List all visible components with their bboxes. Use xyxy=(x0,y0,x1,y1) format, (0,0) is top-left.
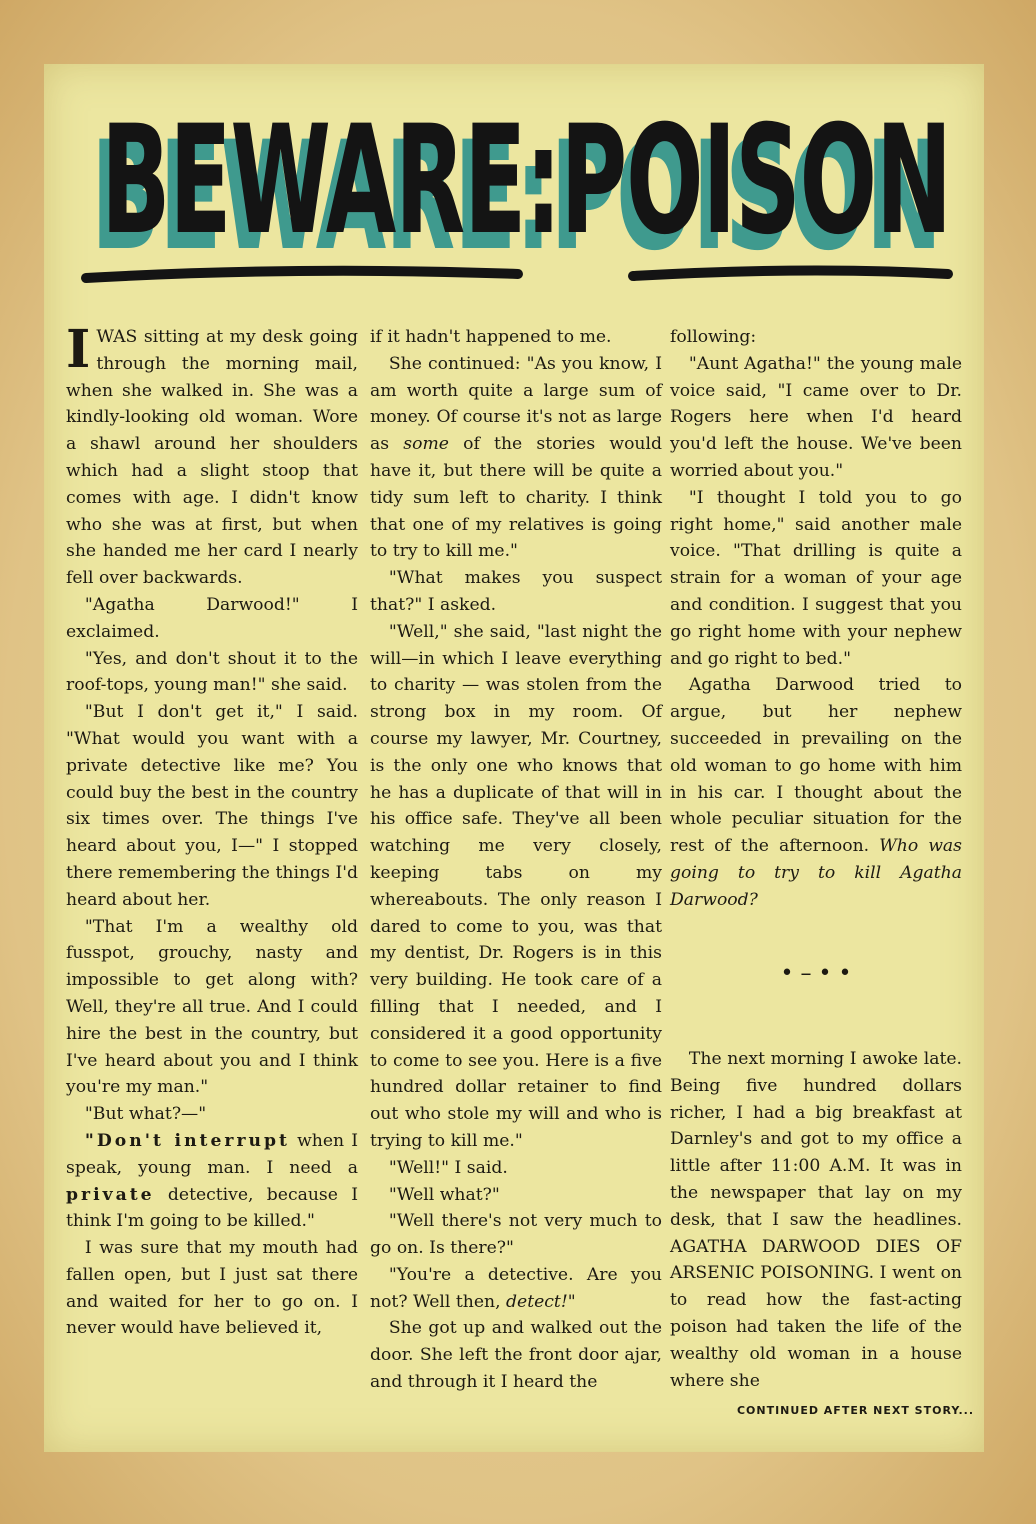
paragraph: "Agatha Darwood!" I exclaimed. xyxy=(66,594,358,642)
paragraph: She continued: "As you know, I am worth quite a large sum of money. Of course it's not as large as some of the stories would have it, but there will be quite a tidy sum left to charity. I think that one of my relatives is going to try to kill me." xyxy=(370,353,663,562)
paragraph: She got up and walked out the door. She left the front door ajar, and through it I heard the xyxy=(370,1318,662,1393)
paragraph: Agatha Darwood tried to argue, but her nephew succeeded in prevailing on the old woman to go home with him in his car. I thought about the whole peculiar situation for the rest of the afternoon. Who was going to try to kill Agatha Darwood? xyxy=(670,675,962,910)
paragraph: "Well," she said, "last night the will—in which I leave everything to charity — was stolen from the strong box in my room. Of course my lawyer, Mr. Courtney, is the only one who knows that he has a duplicate of that will in his office safe. They've all been watching me very closely, keeping tabs on my whereabouts. The only reason I dared to come to you, was that my dentist, Dr. Rogers is in this very building. He took care of a filling that I needed, and I considered it a good opportunity to come to see you. Here is a five hundred dollar retainer to find out who stole my will and who is trying to kill me." xyxy=(370,621,662,1151)
paragraph: "Yes, and don't shout it to the roof-tops, young man!" she said. xyxy=(66,648,358,696)
paragraph: "But what?—" xyxy=(84,1104,207,1125)
paragraph: "That I'm a wealthy old fusspot, grouchy, nasty and impossible to get along with? Well, they're all true. And I could hire the best in the country, but I've heard about you and I think you're my man." xyxy=(66,916,358,1098)
continued-note: CONTINUED AFTER NEXT STORY... xyxy=(736,1404,974,1417)
paragraph: "You're a detective. Are you not? Well then, detect!" xyxy=(370,1264,662,1312)
paragraph: I was sure that my mouth had fallen open, but I just sat there and waited for her to go on. I never would have believed it, xyxy=(66,1238,358,1339)
text-column-2 xyxy=(370,324,662,1396)
title-ink: BEWARE:POISON xyxy=(101,94,951,268)
paragraph: IWAS sitting at my desk going through the morning mail, when she walked in. She was a kindly-looking old woman. Wore a shawl around her shoulders which had a slight stoop that comes with age. I didn't know who she was at first, but when she handed me her card I nearly fell over backwards. xyxy=(66,319,358,589)
paragraph: "I thought I told you to go right home," said another male voice. "That drilling is quite a strain for a woman of your age and condition. I suggest that you go right home with your nephew and go right to bed." xyxy=(670,487,962,669)
paragraph: if it hadn't happened to me. xyxy=(370,327,612,347)
paragraph: "Aunt Agatha!" the young male voice said, "I came over to Dr. Rogers here when I'd heard you'd left the house. We've been worried about you." xyxy=(670,353,962,481)
section-separator: • – • • xyxy=(780,960,852,986)
text-column-1 xyxy=(66,319,358,1342)
paragraph: following: xyxy=(670,327,757,347)
paragraph: "Well!" I said. xyxy=(388,1157,508,1178)
title-underline-right xyxy=(633,270,948,276)
paragraph: "Don't interrupt when I speak, young man. I need a private detective, because I think I'm going to be killed." xyxy=(66,1130,358,1232)
paragraph: "Well there's not very much to go on. Is there?" xyxy=(370,1211,662,1259)
story-title xyxy=(48,70,978,300)
paragraph: "What makes you suspect that?" I asked. xyxy=(370,568,662,615)
paragraph: "Well what?" xyxy=(388,1184,500,1205)
paragraph: "But I don't get it," I said. "What would you want with a private detective like me? You could buy the best in the country six times over. The things I've heard about you, I—" I stopped there remembering the things I'd heard about her. xyxy=(66,702,358,910)
paragraph: The next morning I awoke late. Being five hundred dollars richer, I had a big breakfast at Darnley's and got to my office a little after 11:00 A.M. It was in the newspaper that lay on my desk, that I saw the headlines. AGATHA DARWOOD DIES OF ARSENIC POISONING. I went on to read how the fast-acting poison had taken the life of the wealthy old woman in a house where she xyxy=(670,1049,962,1391)
text-column-3 xyxy=(670,324,962,914)
title-shadow: BEWARE:POISON xyxy=(91,110,941,284)
text-column-3-continued xyxy=(670,1046,962,1394)
drop-cap: I xyxy=(66,319,91,380)
